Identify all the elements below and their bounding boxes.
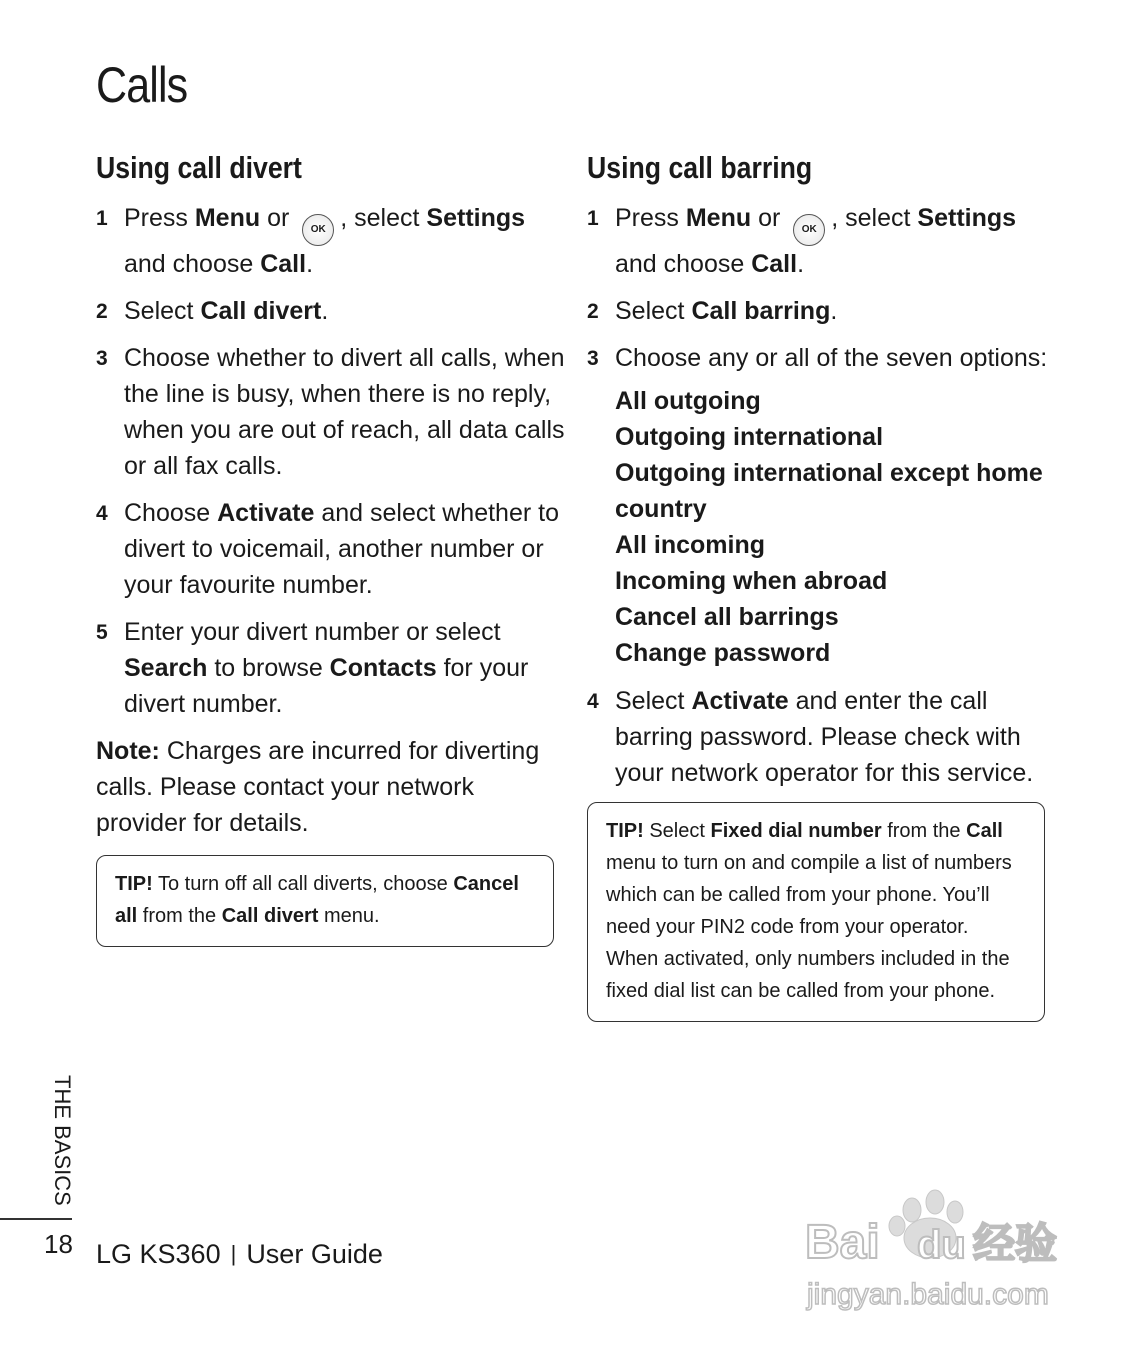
steps-list [587,683,1057,791]
step-text: Choose whether to divert all calls, when the line is busy, when there is no reply, when you are out of reach, all data calls or all fax calls. [124,344,565,480]
step-text: Select Activate and enter the call barring password. Please check with your network operator for this service. [615,687,1034,787]
barring-option: All outgoing [615,387,761,415]
baidu-jingyan-watermark-logo [805,1188,1067,1318]
section-side-label: THE BASICS [50,1075,75,1206]
svg-text:经验: 经验 [973,1219,1058,1268]
side-divider [0,1218,72,1220]
page-number: 18 [44,1229,73,1259]
step-text: Press Menu or OK , select Settings and choose Call. [124,204,526,278]
step-number: 3 [96,347,108,370]
step [96,495,566,603]
step [587,200,1057,282]
step-text: Press Menu or OK , select Settings and choose Call. [615,204,1017,278]
footer-separator: | [230,1241,237,1266]
svg-text:du: du [917,1223,966,1267]
step-number: 2 [587,300,599,323]
footer-title [96,1239,383,1270]
step-text: Choose any or all of the seven options: [615,344,1048,372]
note [96,733,566,841]
svg-text:jingyan.baidu.com: jingyan.baidu.com [807,1278,1049,1311]
step [96,293,566,329]
note-text: Charges are incurred for diverting calls. Please contact your network provider for details. [96,737,540,837]
step [96,340,566,484]
step-text: Select Call barring. [615,297,838,325]
step [587,293,1057,329]
barring-options-list [615,383,1057,671]
step [96,614,566,722]
step-text: Enter your divert number or select Search to browse Contacts for your divert number. [124,618,529,718]
call-barring-section [587,150,1057,1022]
tip-box: TIP! Select Fixed dial number from the Call menu to turn on and compile a list of numbers which can be called from your phone. You’ll need your PIN2 code from your operator. When activated, only numbers included in the fixed dial list can be called from your phone. [587,802,1045,1022]
barring-option: All incoming [615,531,765,559]
ok-key-icon: OK [793,214,825,246]
note-label: Note: [96,737,160,765]
barring-option: Change password [615,639,831,667]
call-divert-section [96,150,566,947]
tip-label: TIP! [606,820,644,842]
step-number: 2 [96,300,108,323]
footer-model: LG KS360 [96,1239,221,1269]
barring-option: Incoming when abroad [615,567,888,595]
tip-label: TIP! [115,873,153,895]
step-text: Choose Activate and select whether to divert to voicemail, another number or your favourite number. [124,499,559,599]
page-title: Calls [96,57,188,113]
step-number: 1 [96,207,108,230]
step-text: Select Call divert. [124,297,329,325]
steps-list [587,200,1057,376]
step-number: 4 [587,690,599,713]
ok-key-icon: OK [302,214,334,246]
steps-list [96,200,566,722]
tip-box: TIP! To turn off all call diverts, choose Cancel all from the Call divert menu. [96,855,554,947]
barring-option: Outgoing international [615,423,884,451]
step-number: 4 [96,502,108,525]
barring-option: Cancel all barrings [615,603,839,631]
step [96,200,566,282]
svg-text:Bai: Bai [805,1216,880,1269]
step [587,683,1057,791]
section-title: Using call barring [587,150,813,185]
section-title: Using call divert [96,150,302,185]
step [587,340,1057,376]
barring-option: Outgoing international except home country [615,459,1043,523]
step-number: 1 [587,207,599,230]
step-number: 3 [587,347,599,370]
step-number: 5 [96,621,108,644]
footer-doc: User Guide [246,1239,383,1269]
